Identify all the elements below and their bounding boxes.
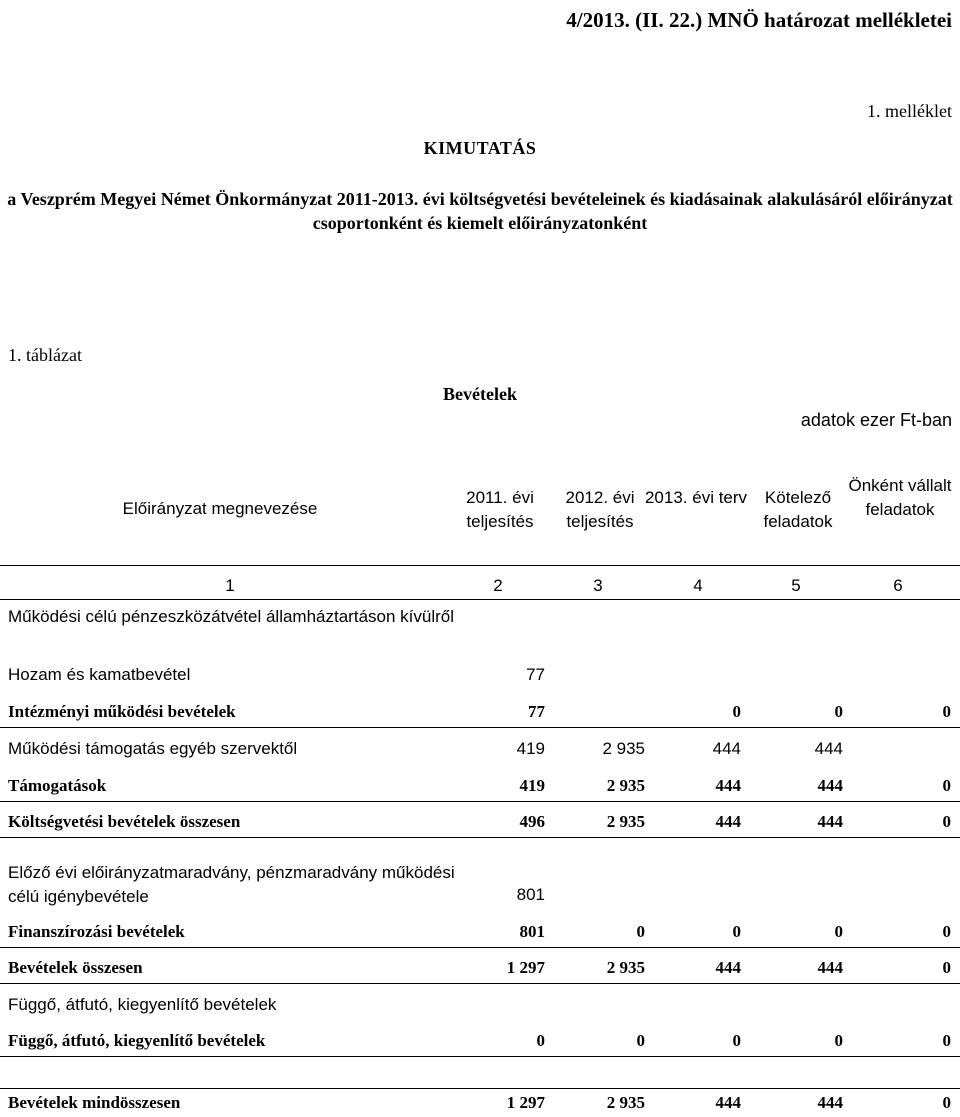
cell-2011: 801 xyxy=(516,885,545,904)
cell-2011: 419 xyxy=(519,776,545,795)
row-label: Függő, átfutó, kiegyenlítő bevételek xyxy=(8,1031,266,1050)
main-title: KIMUTATÁS xyxy=(423,138,537,158)
row-label: Bevételek összesen xyxy=(8,958,143,977)
table-label: 1. táblázat xyxy=(8,345,82,365)
cell-mandatory: 444 xyxy=(814,739,843,758)
column-index: 5 xyxy=(791,576,801,595)
cell-mandatory: 0 xyxy=(834,922,843,941)
row-label: Támogatások xyxy=(8,776,107,795)
row-label: Működési támogatás egyéb szervektől xyxy=(8,739,298,758)
row-rule xyxy=(0,801,960,802)
cell-mandatory: 444 xyxy=(817,1093,843,1112)
cell-2013: 444 xyxy=(715,776,741,795)
row-label: Finanszírozási bevételek xyxy=(8,922,185,941)
row-label: Hozam és kamatbevétel xyxy=(8,665,191,684)
cell-2013: 444 xyxy=(712,739,741,758)
cell-2011: 1 297 xyxy=(506,958,545,977)
row-rule xyxy=(0,947,960,948)
column-index: 3 xyxy=(593,576,603,595)
column-index: 1 xyxy=(225,576,235,595)
cell-voluntary: 0 xyxy=(942,922,951,941)
cell-2012: 0 xyxy=(636,922,645,941)
cell-2012: 2 935 xyxy=(606,812,645,831)
cell-voluntary: 0 xyxy=(942,1093,951,1112)
cell-2011: 1 297 xyxy=(506,1093,545,1112)
cell-mandatory: 444 xyxy=(817,812,843,831)
cell-2012: 0 xyxy=(636,1031,645,1050)
row-label: Előző évi előirányzatmaradvány, pénzmaradvány működési célú igénybevétele xyxy=(8,863,455,906)
cell-2012: 2 935 xyxy=(606,958,645,977)
cell-2011: 419 xyxy=(516,739,545,758)
cell-2013: 0 xyxy=(732,922,741,941)
row-label: Működési célú pénzeszközátvétel államháztartáson kívülről xyxy=(8,607,455,626)
cell-2013: 444 xyxy=(715,1093,741,1112)
column-index: 6 xyxy=(893,576,903,595)
row-rule xyxy=(0,983,960,984)
row-label: Függő, átfutó, kiegyenlítő bevételek xyxy=(8,995,277,1014)
cell-2013: 0 xyxy=(732,702,741,721)
cell-voluntary: 0 xyxy=(942,958,951,977)
index-rule xyxy=(0,599,960,600)
cell-2011: 0 xyxy=(536,1031,545,1050)
header-voluntary: Önként vállalt feladatok xyxy=(848,476,952,519)
cell-mandatory: 0 xyxy=(834,1031,843,1050)
cell-voluntary: 0 xyxy=(942,1031,951,1050)
cell-2011: 77 xyxy=(526,665,545,684)
cell-2011: 801 xyxy=(519,922,545,941)
cell-mandatory: 444 xyxy=(817,776,843,795)
row-label: Költségvetési bevételek összesen xyxy=(8,812,241,831)
row-rule xyxy=(0,1056,960,1057)
header-mandatory: Kötelező feladatok xyxy=(763,488,833,531)
cell-2013: 444 xyxy=(715,958,741,977)
section-title: Bevételek xyxy=(443,384,517,404)
row-label: Intézményi működési bevételek xyxy=(8,702,236,721)
cell-2013: 0 xyxy=(732,1031,741,1050)
header-rule xyxy=(0,565,960,566)
cell-mandatory: 444 xyxy=(817,958,843,977)
header-2012: 2012. évi teljesítés xyxy=(565,488,635,531)
cell-voluntary: 0 xyxy=(942,702,951,721)
row-rule xyxy=(0,1088,960,1089)
cell-voluntary: 0 xyxy=(942,812,951,831)
unit-label: adatok ezer Ft-ban xyxy=(800,410,952,430)
row-label: Bevételek mindösszesen xyxy=(8,1093,181,1112)
header-2011: 2011. évi teljesítés xyxy=(466,488,534,531)
cell-2012: 2 935 xyxy=(602,739,645,758)
cell-2011: 496 xyxy=(519,812,545,831)
column-index: 2 xyxy=(493,576,503,595)
row-rule xyxy=(0,837,960,838)
cell-2011: 77 xyxy=(528,702,545,721)
header-2013: 2013. évi terv xyxy=(644,488,748,507)
cell-2013: 444 xyxy=(715,812,741,831)
cell-voluntary: 0 xyxy=(942,776,951,795)
cell-2012: 2 935 xyxy=(606,1093,645,1112)
header-name: Előirányzat megnevezése xyxy=(122,499,318,518)
cell-mandatory: 0 xyxy=(834,702,843,721)
column-index: 4 xyxy=(693,576,703,595)
subtitle: a Veszprém Megyei Német Önkormányzat 2011-2013. évi költségvetési bevételeinek és kiadásainak alakulásáról előirányzat csoportonként és kiemelt előirányzatonként xyxy=(7,189,953,233)
cell-2012: 2 935 xyxy=(606,776,645,795)
document-title: 4/2013. (II. 22.) MNÖ határozat mellékletei xyxy=(566,8,952,32)
row-rule xyxy=(0,727,960,728)
annex-label: 1. melléklet xyxy=(867,101,952,121)
